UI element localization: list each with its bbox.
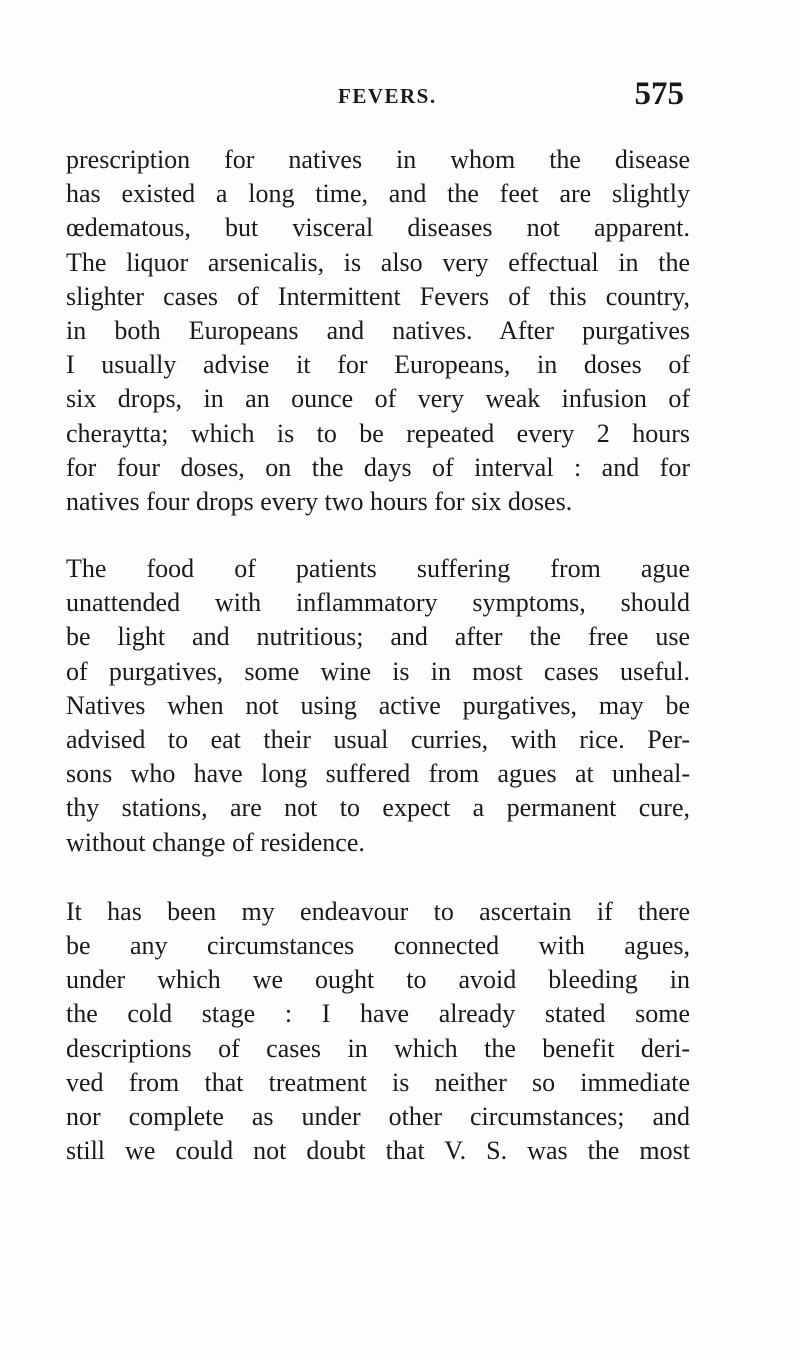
body-text (66, 143, 690, 1168)
running-head (66, 76, 686, 116)
text-line: six drops, in an ounce of very weak infusion of (66, 384, 690, 414)
text-line: The liquor arsenicalis, is also very effectual in the (66, 247, 690, 277)
text-line: descriptions of cases in which the benefit deri- (66, 1033, 690, 1063)
text-line: be light and nutritious; and after the free use (66, 622, 690, 652)
text-line: I usually advise it for Europeans, in doses of (66, 350, 690, 380)
paragraph-3 (66, 895, 690, 1169)
text-line: Natives when not using active purgatives, may be (66, 690, 690, 720)
text-line: without change of residence. (66, 827, 365, 857)
text-line: sons who have long suffered from agues at unheal- (66, 759, 690, 789)
text-line: advised to eat their usual curries, with rice. Per- (66, 725, 690, 754)
text-line: nor complete as under other circumstances; and (66, 1101, 690, 1131)
text-line: for four doses, on the days of interval : and for (66, 452, 690, 482)
text-line: has existed a long time, and the feet are slightly (66, 179, 690, 209)
paragraph-spacer (66, 860, 690, 895)
text-line: cheraytta; which is to be repeated every 2 hours (66, 418, 690, 448)
text-line: under which we ought to avoid bleeding in (66, 965, 690, 995)
text-line: unattended with inflammatory symptoms, should (66, 588, 690, 618)
text-line: prescription for natives in whom the disease (66, 145, 690, 174)
text-line: slighter cases of Intermittent Fevers of this country, (66, 281, 690, 311)
paragraph-2 (66, 552, 690, 860)
text-line: of purgatives, some wine is in most cases useful. (66, 656, 690, 686)
text-line: in both Europeans and natives. After purgatives (66, 315, 690, 345)
paragraph-1 (66, 143, 690, 519)
running-title: FEVERS. (338, 84, 437, 108)
text-line: ved from that treatment is neither so immediate (66, 1067, 690, 1097)
text-line: natives four drops every two hours for six doses. (66, 486, 573, 516)
page-number: 575 (634, 76, 684, 112)
paragraph-spacer (66, 519, 690, 552)
text-line: the cold stage : I have already stated some (66, 999, 690, 1029)
text-line: still we could not doubt that V. S. was the most (66, 1136, 690, 1166)
text-line: It has been my endeavour to ascertain if there (66, 896, 690, 926)
text-line: be any circumstances connected with agues, (66, 930, 690, 960)
text-line: œdematous, but visceral diseases not apparent. (66, 213, 690, 243)
text-line: thy stations, are not to expect a permanent cure, (66, 793, 690, 823)
text-line: The food of patients suffering from ague (66, 554, 690, 584)
